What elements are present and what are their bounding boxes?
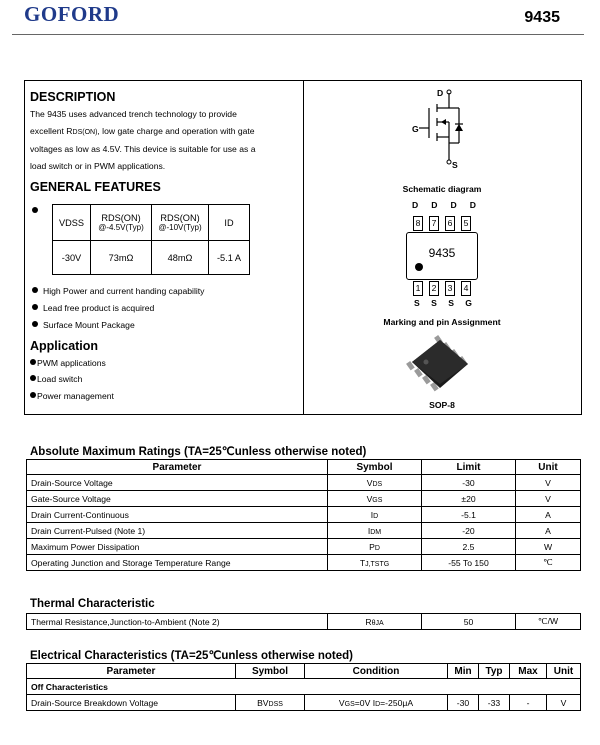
- electrical-table: [26, 663, 581, 711]
- features-table: [52, 204, 250, 275]
- pin-3: 3: [445, 281, 455, 296]
- description-text: [30, 106, 300, 175]
- table-row: Drain-Source Voltage VDS -30 V: [27, 475, 581, 491]
- table-row: [27, 679, 581, 695]
- features-title: GENERAL FEATURES: [30, 180, 161, 194]
- el-h-max: Max: [510, 664, 547, 679]
- pin-2: 2: [429, 281, 439, 296]
- pin5-letter: D: [469, 200, 476, 210]
- feat-v-vdss: -30V: [53, 241, 91, 275]
- marking-caption: Marking and pin Assignment: [383, 317, 501, 327]
- feature-bullet-2: Lead free product is acquired: [32, 303, 154, 313]
- table-row: Operating Junction and Storage Temperature Range TJ,TSTG -55 To 150 ℃: [27, 555, 581, 571]
- pin2-letter: S: [431, 298, 437, 308]
- description-line-1: The 9435 uses advanced trench technology to provide: [30, 109, 237, 119]
- feature-bullet-1: High Power and current handing capability: [32, 286, 204, 296]
- chip-label: 9435: [428, 246, 456, 260]
- description-line-2: excellent RDS(ON), low gate charge and operation with gate: [30, 126, 255, 136]
- table-row: Drain-Source Breakdown Voltage BVDSS VGS=0V ID=-250μA -30 -33 - V: [27, 695, 581, 711]
- table-row: Drain Current-Continuous ID -5.1 A: [27, 507, 581, 523]
- abs-h-unit: Unit: [516, 460, 581, 475]
- feat-v-id: -5.1 A: [209, 241, 250, 275]
- description-title: DESCRIPTION: [30, 90, 116, 104]
- sop8-package-image: [398, 332, 478, 396]
- abs-h-param: Parameter: [27, 460, 328, 475]
- thermal-table: [26, 613, 581, 630]
- table-row: Thermal Resistance,Junction-to-Ambient (Note 2) RθJA 50 ℃/W: [27, 614, 581, 630]
- schematic-caption: Schematic diagram: [402, 184, 482, 194]
- chip-body: [406, 232, 478, 280]
- electrical-title: Electrical Characteristics (TA=25℃unless otherwise noted): [30, 650, 353, 662]
- features-bullet: [32, 201, 43, 219]
- abs-h-symbol: Symbol: [328, 460, 422, 475]
- feat-h-vdss: VDSS: [53, 205, 91, 241]
- top-pins: [413, 216, 471, 231]
- pin-1: 1: [413, 281, 423, 296]
- pin8-letter: D: [412, 200, 419, 210]
- application-item-3: Power management: [30, 391, 114, 401]
- thermal-title: Thermal Characteristic: [30, 598, 155, 610]
- pin3-letter: S: [448, 298, 454, 308]
- brand-logo: GOFORD: [24, 2, 120, 26]
- pin-5: 5: [461, 216, 471, 231]
- pin-4: 4: [461, 281, 471, 296]
- el-h-unit: Unit: [547, 664, 581, 679]
- feat-h-rds10: RDS(ON) @-10V(Typ): [152, 205, 209, 241]
- description-line-3: voltages as low as 4.5V. This device is suitable for use as a: [30, 144, 256, 154]
- pin1-letter: S: [414, 298, 420, 308]
- el-h-min: Min: [448, 664, 479, 679]
- feat-h-id: ID: [209, 205, 250, 241]
- overview-divider: [303, 80, 304, 414]
- header-divider: [12, 34, 584, 35]
- pin6-letter: D: [450, 200, 457, 210]
- package-caption: SOP-8: [429, 400, 455, 410]
- part-number: 9435: [524, 9, 560, 26]
- feat-h-rds45: RDS(ON) @-4.5V(Typ): [91, 205, 152, 241]
- el-h-condition: Condition: [305, 664, 448, 679]
- schematic-s-label: S: [452, 160, 458, 170]
- pin1-dot: [415, 263, 423, 271]
- el-h-symbol: Symbol: [236, 664, 305, 679]
- pin-8: 8: [413, 216, 423, 231]
- el-h-param: Parameter: [27, 664, 236, 679]
- schematic-g-label: G: [412, 124, 419, 134]
- pin-7: 7: [429, 216, 439, 231]
- table-row: Drain Current-Pulsed (Note 1) IDM -20 A: [27, 523, 581, 539]
- feature-bullet-3: Surface Mount Package: [32, 320, 135, 330]
- description-line-4: load switch or in PWM applications.: [30, 161, 166, 171]
- application-item-1: PWM applications: [30, 358, 106, 368]
- bottom-pin-letters: [414, 298, 472, 308]
- table-row: Maximum Power Dissipation PD 2.5 W: [27, 539, 581, 555]
- el-h-typ: Typ: [479, 664, 510, 679]
- abs-h-limit: Limit: [422, 460, 516, 475]
- pin4-letter: G: [465, 298, 472, 308]
- off-characteristics-label: Off Characteristics: [27, 679, 581, 695]
- application-title: Application: [30, 339, 99, 353]
- abs-max-title: Absolute Maximum Ratings (TA=25℃unless otherwise noted): [30, 446, 367, 458]
- application-item-2: Load switch: [30, 374, 82, 384]
- schematic-d-label: D: [437, 88, 444, 98]
- pin-6: 6: [445, 216, 455, 231]
- top-pin-letters: [412, 200, 476, 210]
- pin7-letter: D: [431, 200, 438, 210]
- bottom-pins: [413, 281, 471, 296]
- table-row: Gate-Source Voltage VGS ±20 V: [27, 491, 581, 507]
- abs-max-table: [26, 459, 581, 571]
- feat-v-rds10: 48mΩ: [152, 241, 209, 275]
- feat-v-rds45: 73mΩ: [91, 241, 152, 275]
